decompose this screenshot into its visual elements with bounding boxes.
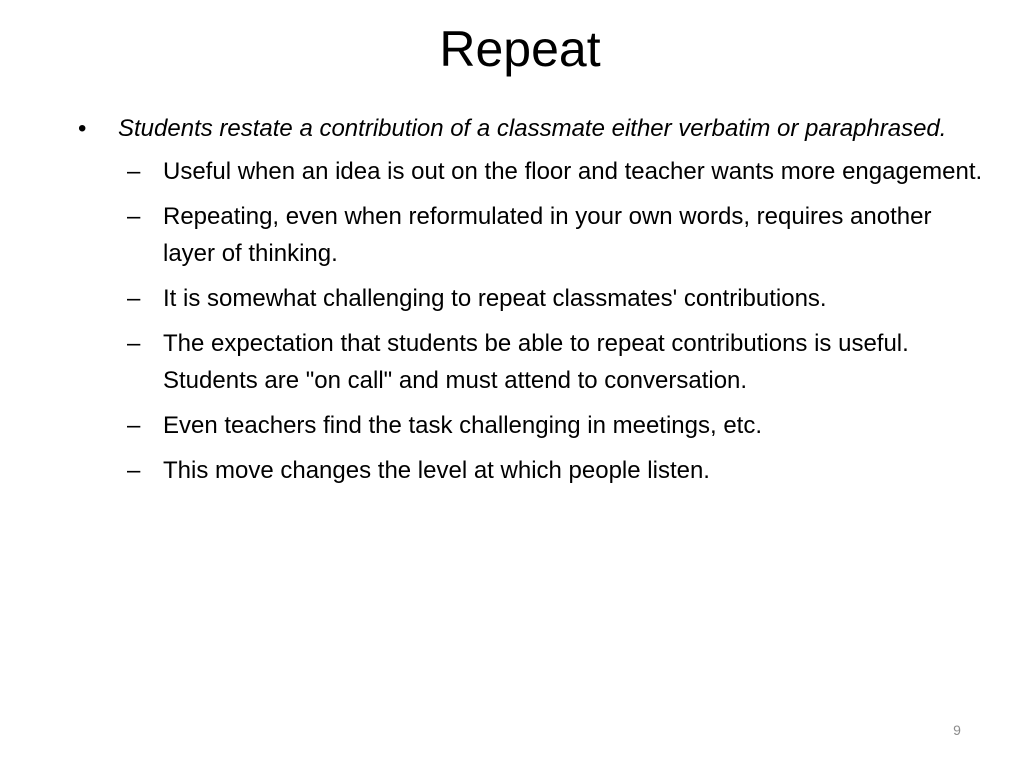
sub-bullet	[74, 407, 984, 444]
dash-marker: –	[127, 158, 141, 185]
sub-bullet-text: Useful when an idea is out on the floor and teacher wants more engagement.	[163, 158, 983, 185]
sub-bullet-text: It is somewhat challenging to repeat classmates' contributions.	[163, 285, 827, 312]
slide-content	[74, 110, 984, 497]
sub-bullet-text: The expectation that students be able to repeat contributions is useful. Students are "on call" and must attend to conversation.	[163, 330, 909, 394]
sub-bullet	[74, 280, 984, 317]
sub-bullet-text: Even teachers find the task challenging in meetings, etc.	[163, 412, 763, 439]
dash-marker: –	[127, 330, 141, 357]
sub-bullet-list	[74, 153, 984, 489]
dash-marker: –	[127, 412, 141, 439]
slide-title: Repeat	[439, 21, 601, 77]
sub-bullet	[74, 325, 984, 399]
sub-bullet-text: Repeating, even when reformulated in your own words, requires another layer of thinking.	[163, 203, 932, 267]
main-bullet-text: Students restate a contribution of a classmate either verbatim or paraphrased.	[118, 115, 947, 142]
sub-bullet	[74, 198, 984, 272]
bullet-marker: •	[78, 115, 87, 142]
sub-bullet	[74, 153, 984, 190]
page-number: 9	[953, 722, 961, 738]
dash-marker: –	[127, 203, 141, 230]
main-bullet	[74, 110, 984, 147]
sub-bullet-text: This move changes the level at which people listen.	[163, 457, 710, 484]
dash-marker: –	[127, 285, 141, 312]
sub-bullet	[74, 452, 984, 489]
dash-marker: –	[127, 457, 141, 484]
